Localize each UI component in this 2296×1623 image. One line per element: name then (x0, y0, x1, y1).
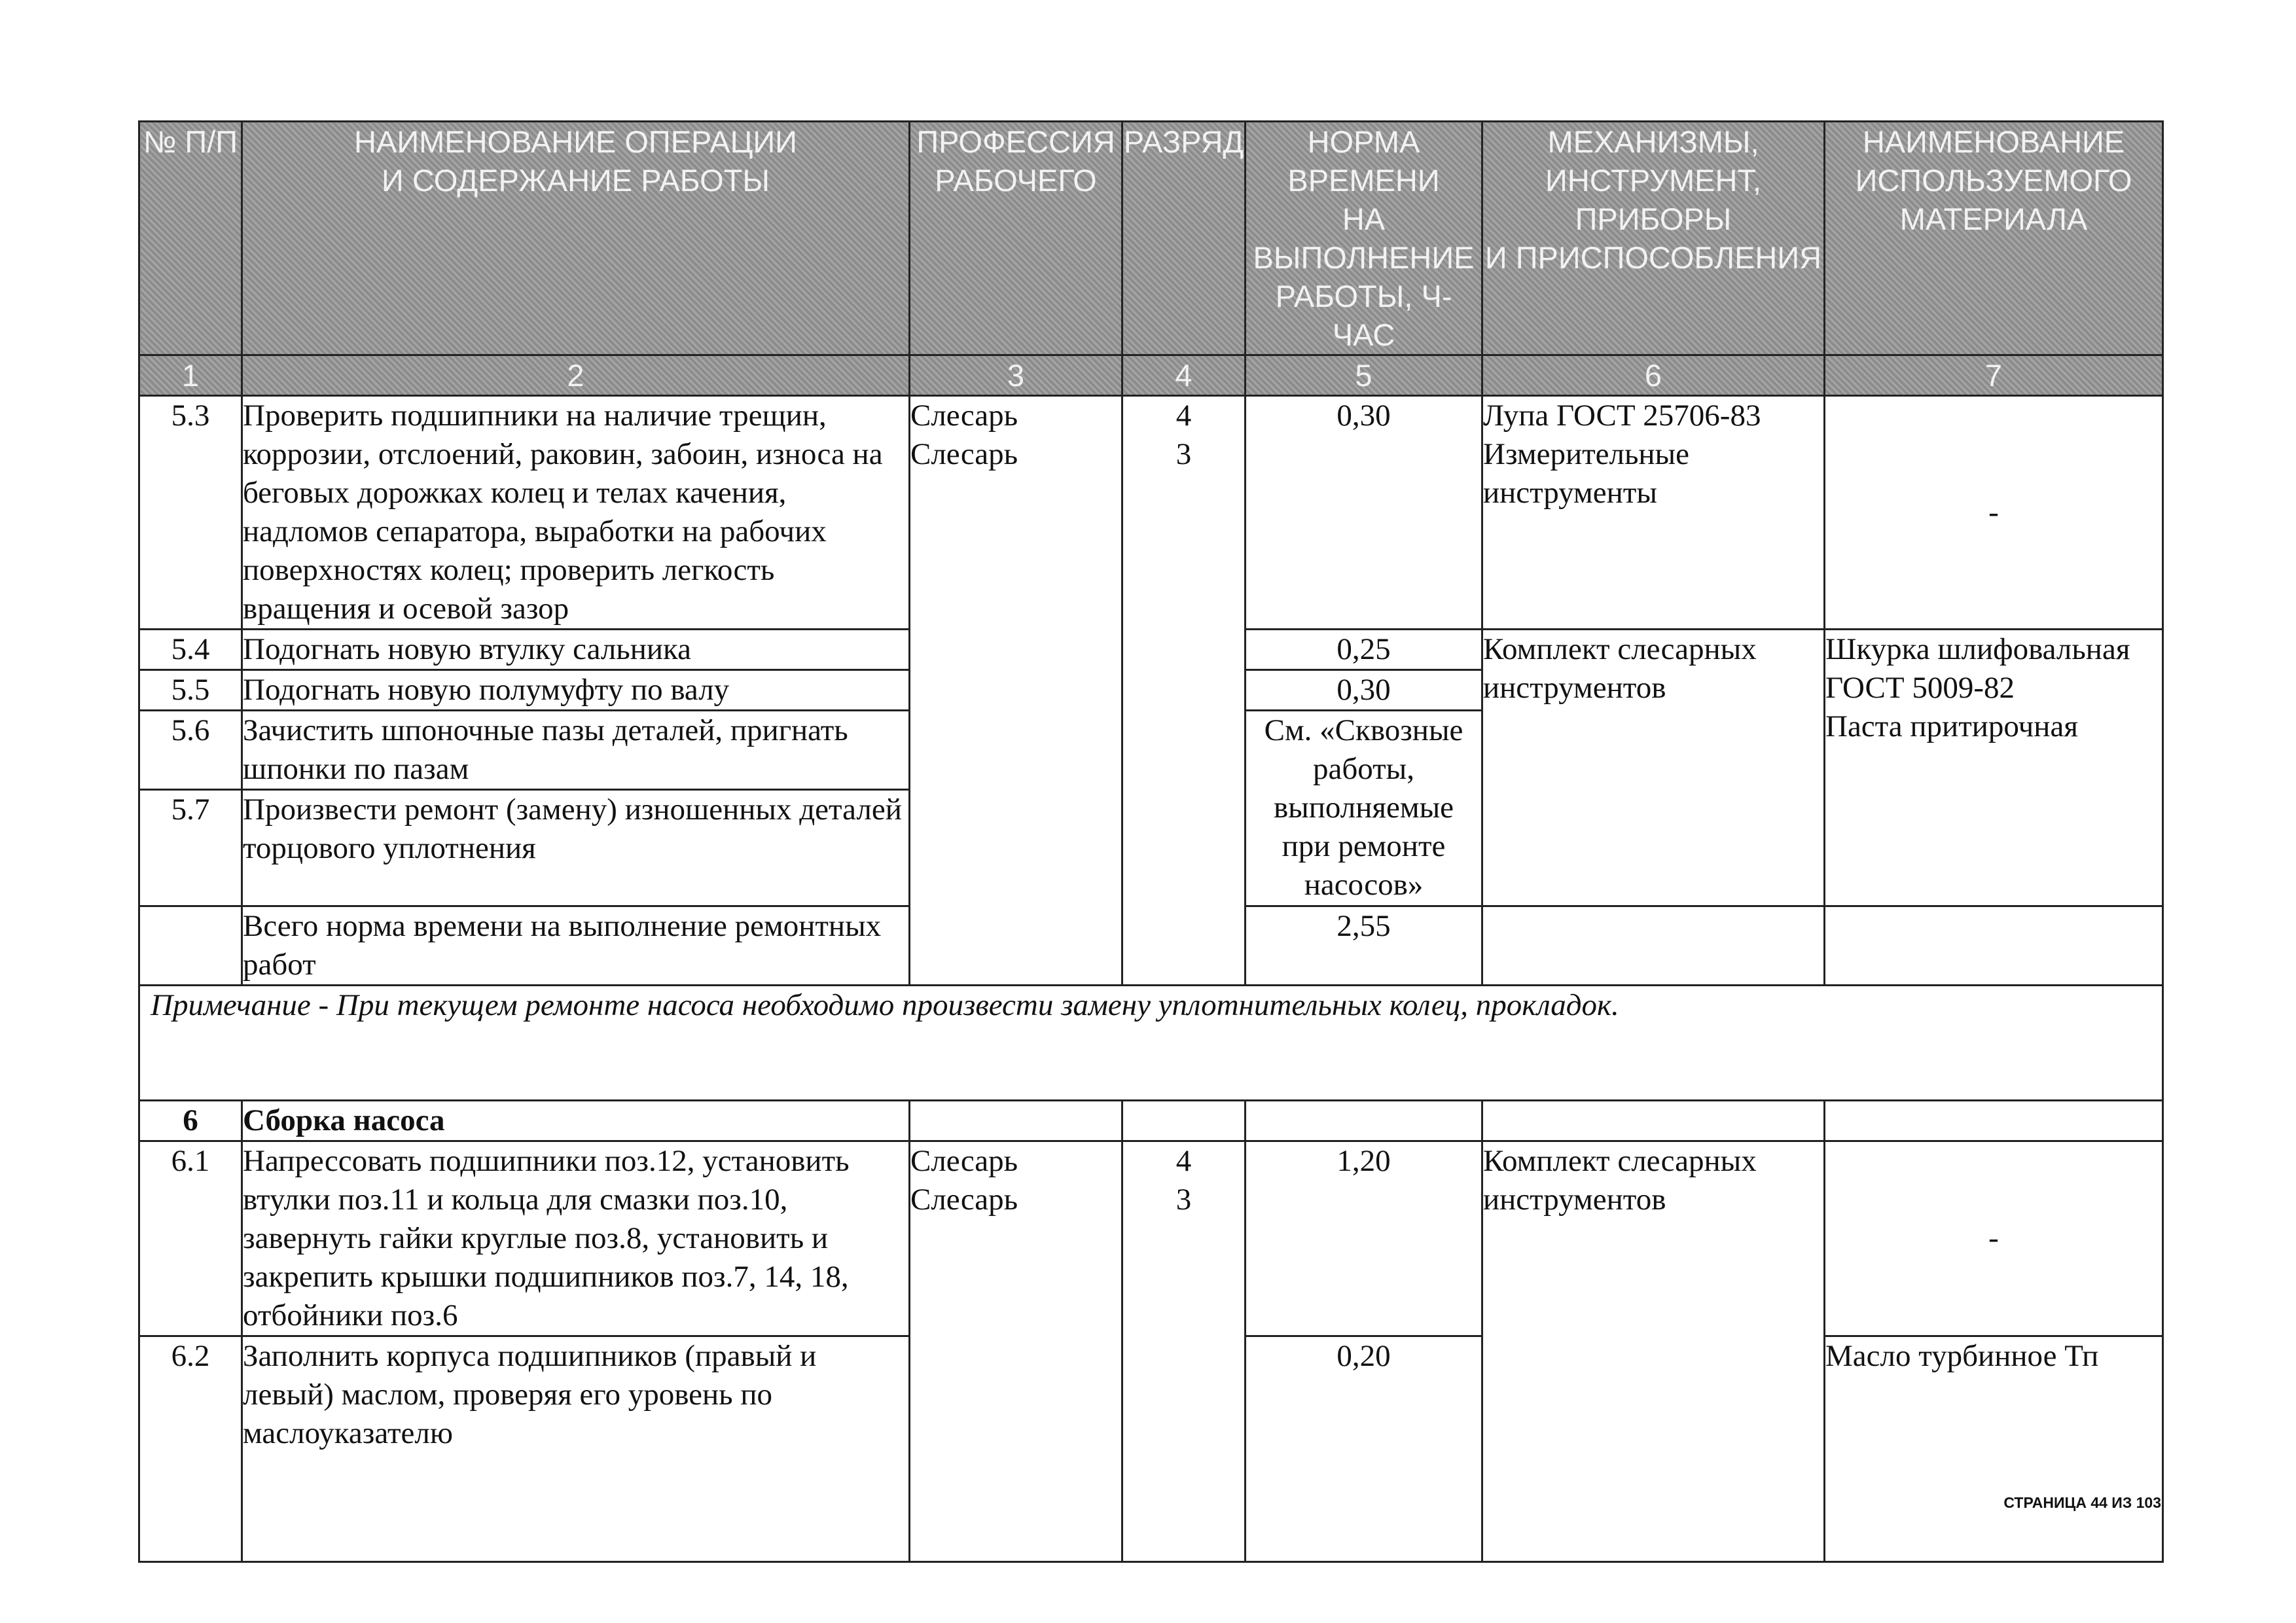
empty-cell (1825, 906, 2163, 986)
row-number: 5.5 (139, 670, 242, 711)
note-row (139, 986, 2163, 1101)
column-number-row (139, 355, 2163, 396)
row-number: 6.1 (139, 1141, 242, 1336)
note-text: Примечание - При текущем ремонте насоса необходимо произвести замену уплотнительных колец, прокладок. (139, 986, 2163, 1101)
operation-text: Заполнить корпуса подшипников (правый и левый) маслом, проверяя его уровень по маслоуказателю (242, 1336, 910, 1562)
header-time-norm: НОРМА ВРЕМЕНИ НА ВЫПОЛНЕНИЕ РАБОТЫ, Ч-ЧАС (1246, 122, 1482, 355)
header-tools: МЕХАНИЗМЫ, ИНСТРУМЕНТ, ПРИБОРЫ И ПРИСПОСОБЛЕНИЯ (1482, 122, 1825, 355)
row-number: 5.7 (139, 790, 242, 906)
table-row (139, 1141, 2163, 1336)
material-cell: Шкурка шлифовальная ГОСТ 5009-82 Паста притирочная (1825, 630, 2163, 906)
operation-text: Напрессовать подшипники поз.12, установить втулки поз.11 и кольца для смазки поз.10, завернуть гайки круглые поз.8, установить и закрепить крышки подшипников поз.7, 14, 18, отбойники поз.6 (242, 1141, 910, 1336)
tools-cell: Комплект слесарных инструментов (1482, 630, 1825, 906)
column-number: 3 (910, 355, 1122, 396)
operation-text: Проверить подшипники на наличие трещин, коррозии, отслоений, раковин, забоин, износа на беговых дорожках колец и телах качения, надломов сепаратора, выработки на рабочих поверхностях колец; проверить легкость вращения и осевой зазор (242, 396, 910, 630)
time-norm: См. «Сквозные работы, выполняемые при ремонте насосов» (1246, 711, 1482, 906)
column-number: 4 (1122, 355, 1246, 396)
column-number: 5 (1246, 355, 1482, 396)
operation-text: Произвести ремонт (замену) изношенных деталей торцового уплотнения (242, 790, 910, 906)
operation-text: Подогнать новую полумуфту по валу (242, 670, 910, 711)
time-norm: 0,30 (1246, 396, 1482, 630)
empty-cell (1482, 906, 1825, 986)
header-operation: НАИМЕНОВАНИЕ ОПЕРАЦИИ И СОДЕРЖАНИЕ РАБОТЫ (242, 122, 910, 355)
page-number: СТРАНИЦА 44 ИЗ 103 (2003, 1494, 2161, 1511)
empty-cell (1122, 1101, 1246, 1141)
column-number: 1 (139, 355, 242, 396)
time-norm: 0,25 (1246, 630, 1482, 670)
time-norm: 1,20 (1246, 1141, 1482, 1336)
total-label: Всего норма времени на выполнение ремонтных работ (242, 906, 910, 986)
section-row (139, 1101, 2163, 1141)
empty-cell (1246, 1101, 1482, 1141)
column-number: 2 (242, 355, 910, 396)
row-number: 5.4 (139, 630, 242, 670)
grade-cell: 4 3 (1122, 396, 1246, 986)
total-norm: 2,55 (1246, 906, 1482, 986)
operation-text: Подогнать новую втулку сальника (242, 630, 910, 670)
profession-cell: Слесарь Слесарь (910, 396, 1122, 986)
material-cell: - (1825, 1141, 2163, 1336)
row-number: 5.6 (139, 711, 242, 790)
time-norm: 0,20 (1246, 1336, 1482, 1562)
empty-cell (139, 906, 242, 986)
empty-cell (910, 1101, 1122, 1141)
empty-cell (1825, 1101, 2163, 1141)
grade-cell: 4 3 (1122, 1141, 1246, 1562)
operation-text: Зачистить шпоночные пазы деталей, пригнать шпонки по пазам (242, 711, 910, 790)
material-cell: Масло турбинное Тп (1825, 1336, 2163, 1562)
header-profession: ПРОФЕССИЯ РАБОЧЕГО (910, 122, 1122, 355)
time-norm: 0,30 (1246, 670, 1482, 711)
operations-table (138, 120, 2164, 1563)
table-row (139, 396, 2163, 630)
row-number: 5.3 (139, 396, 242, 630)
column-number: 6 (1482, 355, 1825, 396)
empty-cell (1482, 1101, 1825, 1141)
table-header-row (139, 122, 2163, 355)
section-number: 6 (139, 1101, 242, 1141)
column-number: 7 (1825, 355, 2163, 396)
material-cell: - (1825, 396, 2163, 630)
header-grade: РАЗРЯД (1122, 122, 1246, 355)
tools-cell: Комплект слесарных инструментов (1482, 1141, 1825, 1562)
header-material: НАИМЕНОВАНИЕ ИСПОЛЬЗУЕМОГО МАТЕРИАЛА (1825, 122, 2163, 355)
header-number: № П/П (139, 122, 242, 355)
tools-cell: Лупа ГОСТ 25706-83 Измерительные инструменты (1482, 396, 1825, 630)
section-title: Сборка насоса (242, 1101, 910, 1141)
profession-cell: Слесарь Слесарь (910, 1141, 1122, 1562)
row-number: 6.2 (139, 1336, 242, 1562)
